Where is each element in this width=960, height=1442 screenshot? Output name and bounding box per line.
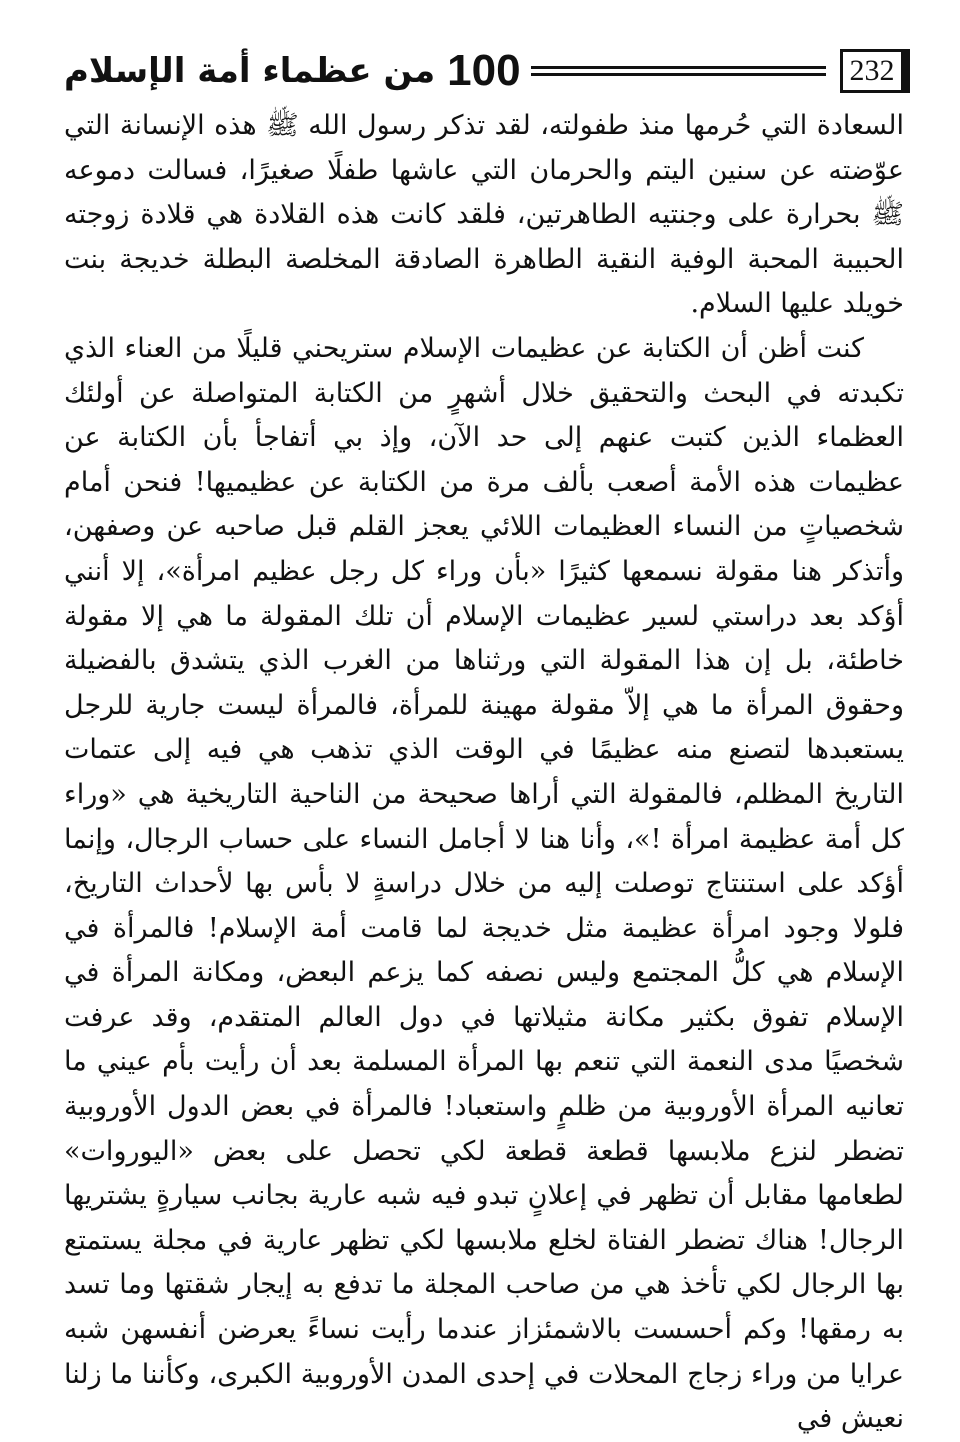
page-number: 232 xyxy=(840,49,904,93)
page-body xyxy=(64,104,904,1442)
book-title-text: من عظماء أمة الإسلام xyxy=(64,51,436,91)
page-header xyxy=(64,42,904,100)
book-title xyxy=(64,46,521,96)
book-title-number: 100 xyxy=(447,46,521,95)
paragraph: كنت أظن أن الكتابة عن عظيمات الإسلام ستريحني قليلًا من العناء الذي تكبدته في البحث والتحقيق خلال أشهرٍ من الكتابة المتواصلة عن أولئك العظماء الذين كتبت عنهم إلى حد الآن، وإذ بي أتفاجأ بأن الكتابة عن عظيمات هذه الأمة أصعب بألف مرة من الكتابة عن عظيميها! فنحن أمام شخصياتٍ من النساء العظيمات اللائي يعجز القلم قبل صاحبه عن وصفهن، وأتذكر هنا مقولة نسمعها كثيرًا «بأن وراء كل رجل عظيم امرأة»، إلا أنني أؤكد بعد دراستي لسير عظيمات الإسلام أن تلك المقولة ما هي إلا مقولة خاطئة، بل إن هذا المقولة التي ورثناها من الغرب الذي يتشدق بالفضيلة وحقوق المرأة ما هي إلاّ مقولة مهينة للمرأة، فالمرأة ليست جارية للرجل يستعبدها لتصنع منه عظيمًا في الوقت الذي تذهب هي فيه إلى عتمات التاريخ المظلم، فالمقولة التي أراها صحيحة من الناحية التاريخية هي «وراء كل أمة عظيمة امرأة !»، وأنا هنا لا أجامل النساء على حساب الرجال، وإنما أؤكد على استنتاج توصلت إليه من خلال دراسةٍ لا بأس بها لأحداث التاريخ، فلولا وجود امرأة عظيمة مثل خديجة لما قامت أمة الإسلام! فالمرأة في الإسلام هي كلُّ المجتمع وليس نصفه كما يزعم البعض، ومكانة المرأة في الإسلام تفوق بكثير مكانة مثيلاتها في دول العالم المتقدم، وقد عرفت شخصيًا مدى النعمة التي تنعم بها المرأة المسلمة بعد أن رأيت بأم عيني ما تعانيه المرأة الأوروبية من ظلمٍ واستعباد! فالمرأة في بعض الدول الأوروبية تضطر لنزع ملابسها قطعة قطعة لكي تحصل على بعض «اليوروات» لطعامها مقابل أن تظهر في إعلانٍ تبدو فيه شبه عارية بجانب سيارةٍ يشتريها الرجال! هناك تضطر الفتاة لخلع ملابسها لكي تظهر عارية في مجلة يستمتع بها الرجال لكي تأخذ هي من صاحب المجلة ما تدفع به إيجار شقتها وما تسد به رمقها! وكم أحسست بالاشمئزاز عندما رأيت نساءً يعرضن أنفسهن شبه عرايا من وراء زجاج المحلات في إحدى المدن الأوروبية الكبرى، وكأننا ما زلنا نعيش في xyxy=(64,332,905,1435)
header-rule xyxy=(531,66,826,76)
paragraph: السعادة التي حُرمها منذ طفولته، لقد تذكر رسول الله ﷺ هذه الإنسانة التي عوّضته عن سنين اليتم والحرمان التي عاشها طفلًا صغيرًا، فسالت دموعه ﷺ بحرارة على وجنتيه الطاهرتين، فلقد كانت هذه القلادة هي قلادة زوجته الحبيبة المحبة الوفية النقية الطاهرة الصادقة المخلصة البطلة خديجة بنت خويلد عليها السلام. xyxy=(64,110,904,320)
